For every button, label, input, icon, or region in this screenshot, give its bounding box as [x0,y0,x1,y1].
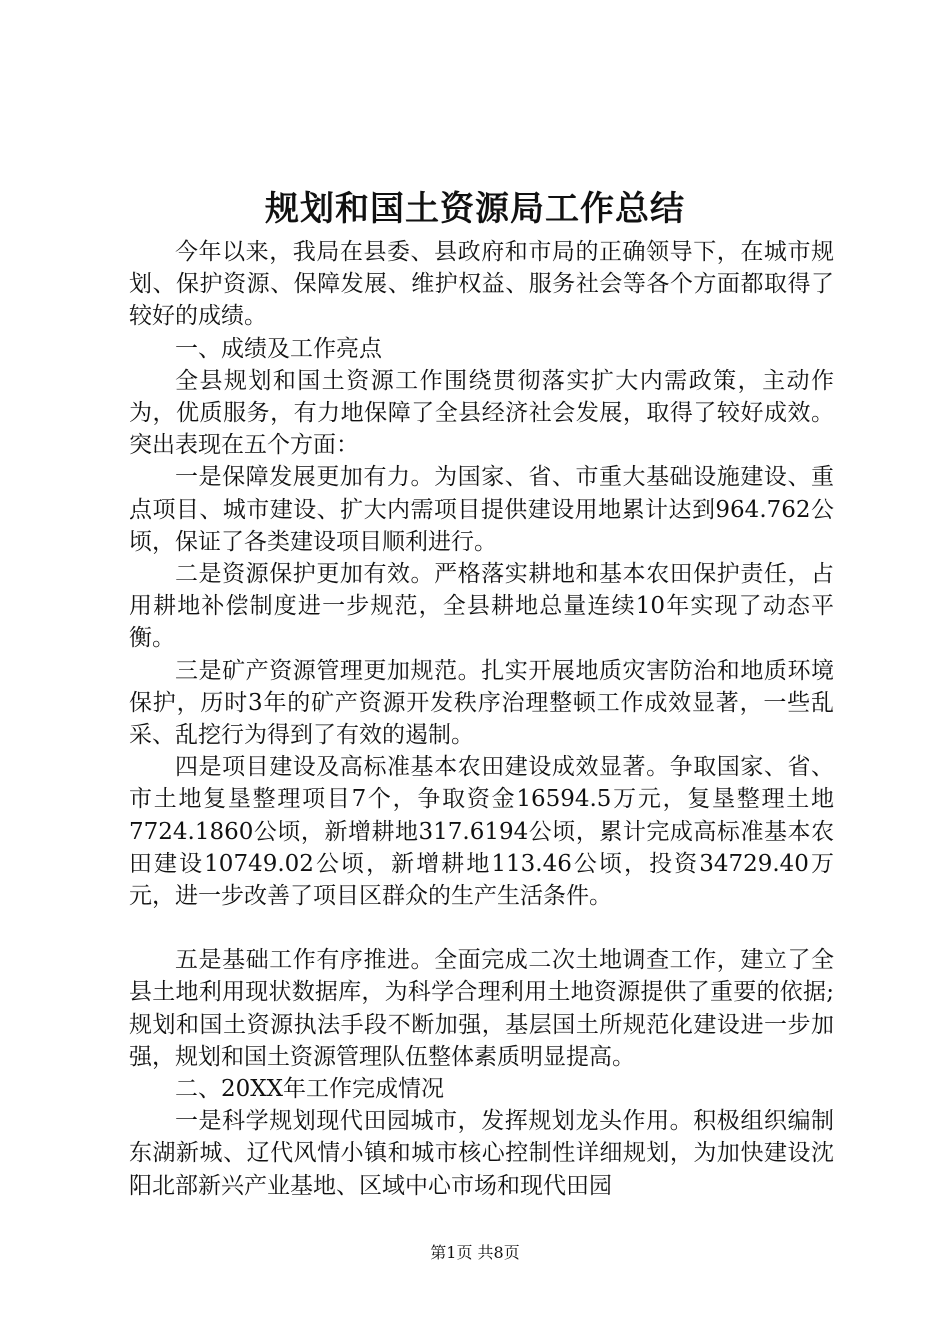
paragraph-point-1: 一是保障发展更加有力。为国家、省、市重大基础设施建设、重点项目、城市建设、扩大内需项目提供建设用地累计达到964.762公顷，保证了各类建设项目顺利进行。 [129,464,834,555]
paragraph-intro: 今年以来，我局在县委、县政府和市局的正确领导下，在城市规划、保护资源、保障发展、维护权益、服务社会等各个方面都取得了较好的成绩。 [129,239,834,330]
paragraph-planning: 一是科学规划现代田园城市，发挥规划龙头作用。积极组织编制东湖新城、辽代风情小镇和城市核心控制性详细规划，为加快建设沈阳北部新兴产业基地、区域中心市场和现代田园 [129,1108,834,1199]
paragraph-point-4: 四是项目建设及高标准基本农田建设成效显著。争取国家、省、市土地复垦整理项目7个，争取资金16594.5万元，复垦整理土地7724.1860公顷，新增耕地317.6194公顷，累计完成高标准基本农田建设10749.02公顷，新增耕地113.46公顷，投资34729.40万元，进一步改善了项目区群众的生产生活条件。 [129,754,834,910]
blank-line [129,912,834,944]
document-body [129,236,834,1202]
section-heading-achievements: 一、成绩及工作亮点 [175,335,382,362]
paragraph-overview: 全县规划和国土资源工作围绕贯彻落实扩大内需政策，主动作为，优质服务，有力地保障了全县经济社会发展，取得了较好成效。突出表现在五个方面： [129,367,834,459]
paragraph-point-3: 三是矿产资源管理更加规范。扎实开展地质灾害防治和地质环境保护，历时3年的矿产资源开发秩序治理整顿工作成效显著，一些乱采、乱挖行为得到了有效的遏制。 [129,657,834,749]
paragraph-point-5: 五是基础工作有序推进。全面完成二次土地调查工作，建立了全县土地利用现状数据库，为科学合理利用土地资源提供了重要的依据;规划和国土资源执法手段不断加强，基层国土所规范化建设进一步加强，规划和国土资源管理队伍整体素质明显提高。 [129,947,834,1070]
section-heading-completion: 二、20XX年工作完成情况 [175,1076,445,1103]
document-title: 规划和国土资源局工作总结 [265,189,685,229]
page-footer: 第1页 共8页 [430,1243,520,1262]
paragraph-point-2: 二是资源保护更加有效。严格落实耕地和基本农田保护责任，占用耕地补偿制度进一步规范，全县耕地总量连续10年实现了动态平衡。 [129,561,834,652]
